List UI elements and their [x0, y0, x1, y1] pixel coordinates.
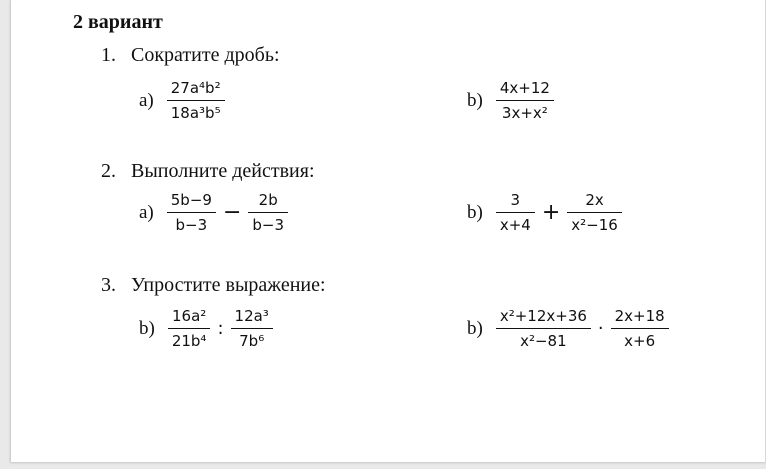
document-page [10, 0, 766, 462]
numerator: 16a² [171, 307, 207, 325]
fraction [248, 190, 288, 235]
fraction-bar [167, 212, 216, 213]
fraction-bar [496, 212, 535, 213]
fraction [167, 78, 225, 123]
numerator: 3 [510, 191, 521, 209]
task-text: Упростите выражение: [131, 274, 326, 296]
numerator: x²+12x+36 [499, 307, 587, 325]
item-letter: a) [139, 201, 154, 223]
minus-operator: − [222, 200, 242, 225]
item-letter: a) [139, 89, 154, 111]
item-letter: b) [467, 317, 483, 339]
item-letter: b) [467, 201, 483, 223]
fraction [496, 306, 591, 351]
denominator: 21b⁴ [171, 332, 207, 350]
task-2-a-expression [139, 190, 291, 235]
multiply-operator: · [597, 318, 604, 339]
denominator: 3x+x² [501, 104, 548, 122]
task-2-heading [101, 160, 315, 183]
variant-title: 2 вариант [73, 11, 163, 33]
fraction-bar [496, 100, 554, 101]
task-number: 1. [101, 44, 116, 66]
denominator: x+6 [624, 332, 656, 350]
fraction-bar [231, 328, 273, 329]
task-text: Сократите дробь: [131, 44, 280, 66]
numerator: 12a³ [234, 307, 269, 325]
fraction [167, 190, 216, 235]
numerator: 2b [258, 191, 278, 209]
fraction [496, 190, 535, 235]
task-number: 2. [101, 160, 116, 182]
denominator: 7b⁶ [239, 332, 265, 350]
task-1-heading [101, 44, 280, 67]
fraction-bar [248, 212, 288, 213]
task-1-b-expression [467, 78, 557, 123]
division-operator: : [217, 318, 224, 339]
denominator: x+4 [499, 216, 531, 234]
fraction [496, 78, 554, 123]
plus-operator: + [541, 200, 561, 225]
denominator: x²−81 [520, 332, 567, 350]
fraction-bar [168, 328, 211, 329]
numerator: 2x+18 [614, 307, 665, 325]
task-3-b-expression [467, 306, 672, 351]
fraction [231, 306, 273, 351]
task-3-heading [101, 274, 326, 297]
fraction-bar [567, 212, 622, 213]
task-2-b-expression [467, 190, 625, 235]
fraction-bar [611, 328, 669, 329]
numerator: 4x+12 [499, 79, 550, 97]
item-letter: b) [467, 89, 483, 111]
numerator: 2x [585, 191, 604, 209]
task-text: Выполните действия: [131, 160, 315, 182]
denominator: b−3 [252, 216, 285, 234]
fraction-bar [167, 100, 225, 101]
fraction [168, 306, 211, 351]
fraction [611, 306, 669, 351]
denominator: 18a³b⁵ [170, 104, 221, 122]
numerator: 27a⁴b² [170, 79, 221, 97]
denominator: b−3 [175, 216, 208, 234]
task-number: 3. [101, 274, 116, 296]
denominator: x²−16 [571, 216, 618, 234]
fraction-bar [496, 328, 591, 329]
task-3-a-expression [139, 306, 276, 351]
fraction [567, 190, 622, 235]
task-1-a-expression [139, 78, 228, 123]
item-letter: b) [139, 317, 155, 339]
numerator: 5b−9 [170, 191, 212, 209]
